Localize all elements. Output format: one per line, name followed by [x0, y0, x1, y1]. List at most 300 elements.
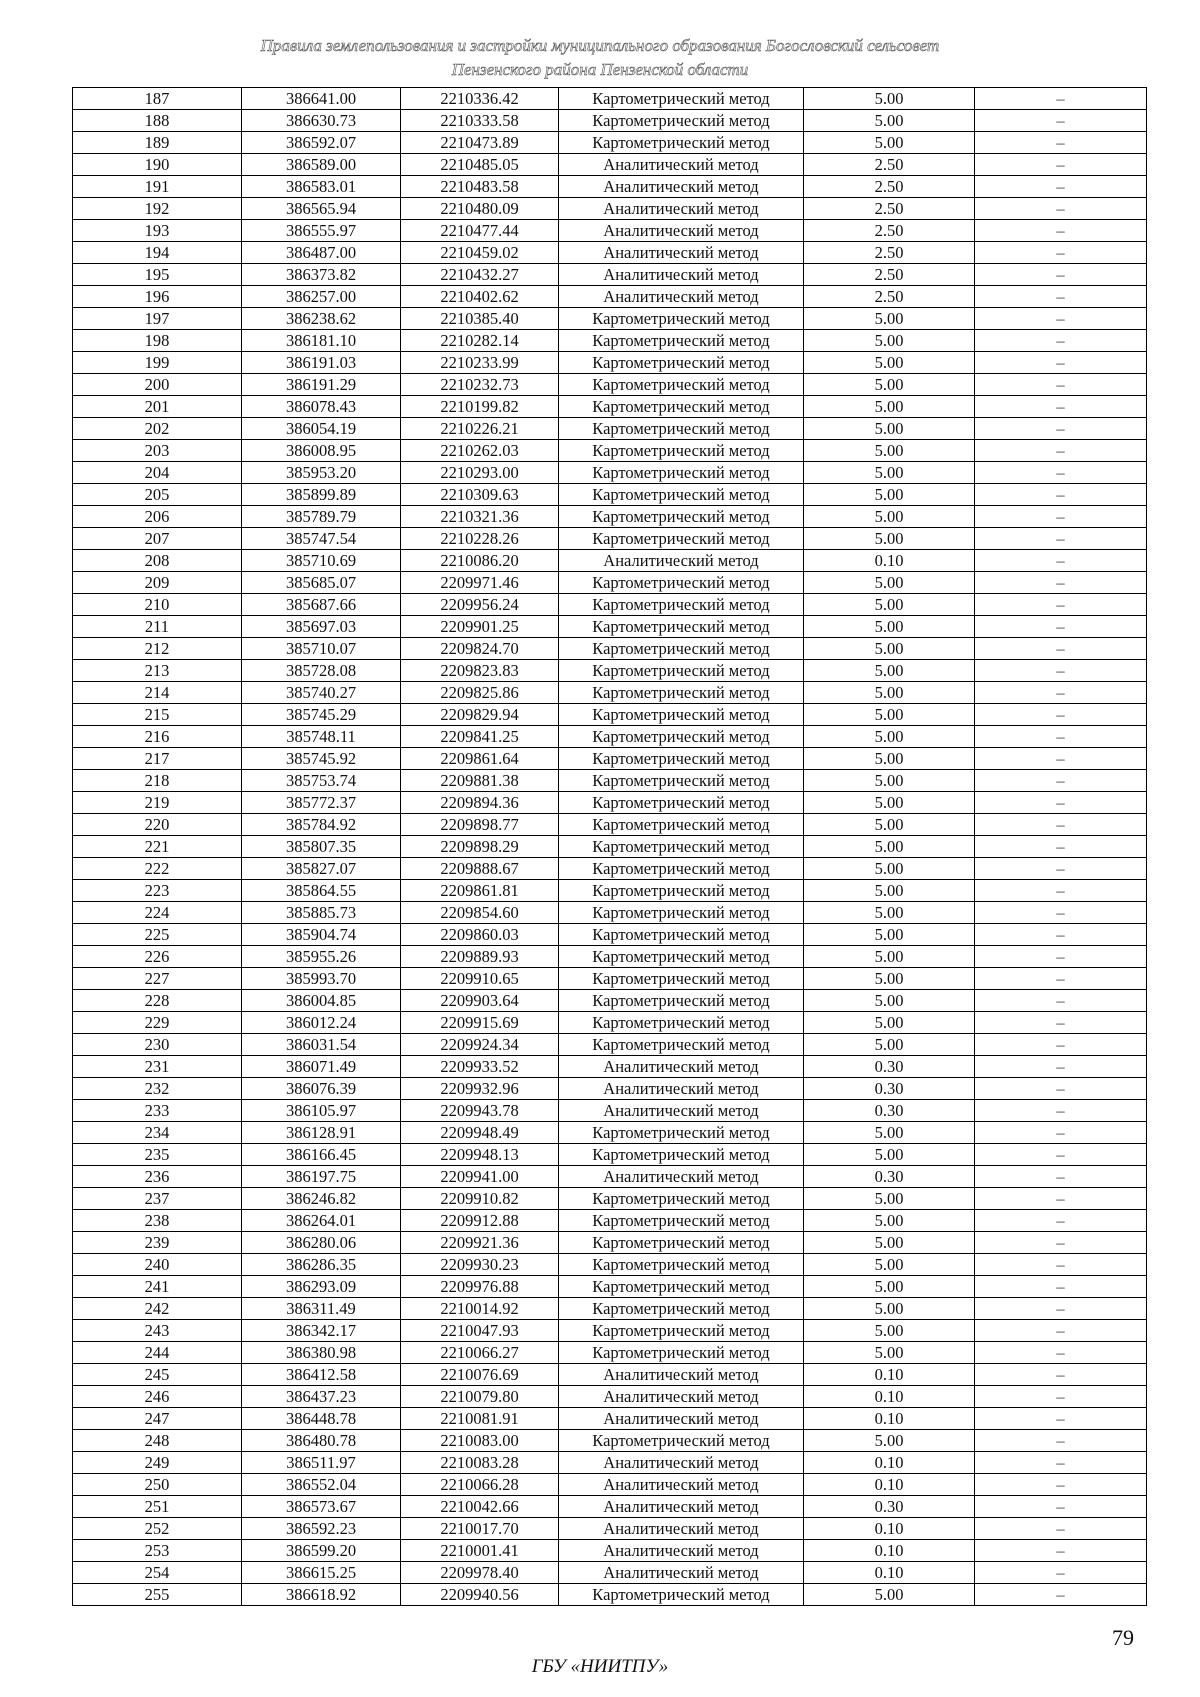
x-coordinate-cell: 386592.07 — [242, 132, 401, 154]
x-coordinate-cell: 385728.08 — [242, 660, 401, 682]
y-coordinate-cell: 2209948.13 — [401, 1144, 559, 1166]
table-row — [73, 352, 1147, 374]
method-cell: Картометрический метод — [559, 1320, 804, 1342]
x-coordinate-cell: 386076.39 — [242, 1078, 401, 1100]
point-number-cell: 192 — [73, 198, 242, 220]
x-coordinate-cell: 386054.19 — [242, 418, 401, 440]
note-cell: – — [975, 1122, 1147, 1144]
accuracy-cell: 5.00 — [804, 660, 975, 682]
note-cell: – — [975, 704, 1147, 726]
accuracy-cell: 0.30 — [804, 1100, 975, 1122]
table-row — [73, 154, 1147, 176]
method-cell: Картометрический метод — [559, 572, 804, 594]
point-number-cell: 241 — [73, 1276, 242, 1298]
x-coordinate-cell: 385955.26 — [242, 946, 401, 968]
x-coordinate-cell: 386280.06 — [242, 1232, 401, 1254]
accuracy-cell: 5.00 — [804, 1298, 975, 1320]
method-cell: Картометрический метод — [559, 352, 804, 374]
accuracy-cell: 0.10 — [804, 1408, 975, 1430]
y-coordinate-cell: 2210336.42 — [401, 88, 559, 110]
accuracy-cell: 5.00 — [804, 814, 975, 836]
table-row — [73, 176, 1147, 198]
point-number-cell: 214 — [73, 682, 242, 704]
accuracy-cell: 0.10 — [804, 1452, 975, 1474]
accuracy-cell: 5.00 — [804, 968, 975, 990]
y-coordinate-cell: 2209823.83 — [401, 660, 559, 682]
y-coordinate-cell: 2210086.20 — [401, 550, 559, 572]
accuracy-cell: 5.00 — [804, 1012, 975, 1034]
table-row — [73, 1540, 1147, 1562]
accuracy-cell: 5.00 — [804, 858, 975, 880]
note-cell: – — [975, 110, 1147, 132]
point-number-cell: 240 — [73, 1254, 242, 1276]
note-cell: – — [975, 990, 1147, 1012]
table-row — [73, 924, 1147, 946]
x-coordinate-cell: 385993.70 — [242, 968, 401, 990]
accuracy-cell: 0.10 — [804, 1364, 975, 1386]
point-number-cell: 226 — [73, 946, 242, 968]
table-row — [73, 1144, 1147, 1166]
y-coordinate-cell: 2210232.73 — [401, 374, 559, 396]
y-coordinate-cell: 2209971.46 — [401, 572, 559, 594]
y-coordinate-cell: 2209861.81 — [401, 880, 559, 902]
table-row — [73, 1034, 1147, 1056]
method-cell: Аналитический метод — [559, 154, 804, 176]
method-cell: Картометрический метод — [559, 990, 804, 1012]
method-cell: Картометрический метод — [559, 1232, 804, 1254]
note-cell: – — [975, 1276, 1147, 1298]
method-cell: Аналитический метод — [559, 1452, 804, 1474]
note-cell: – — [975, 396, 1147, 418]
note-cell: – — [975, 550, 1147, 572]
method-cell: Картометрический метод — [559, 792, 804, 814]
x-coordinate-cell: 385747.54 — [242, 528, 401, 550]
point-number-cell: 220 — [73, 814, 242, 836]
y-coordinate-cell: 2210226.21 — [401, 418, 559, 440]
table-row — [73, 638, 1147, 660]
accuracy-cell: 5.00 — [804, 946, 975, 968]
table-row — [73, 110, 1147, 132]
header-line-1: Правила землепользования и застройки муниципального образования Богословский сельсовет — [260, 36, 940, 55]
x-coordinate-cell: 385904.74 — [242, 924, 401, 946]
y-coordinate-cell: 2210233.99 — [401, 352, 559, 374]
method-cell: Картометрический метод — [559, 1254, 804, 1276]
accuracy-cell: 5.00 — [804, 1232, 975, 1254]
method-cell: Картометрический метод — [559, 968, 804, 990]
x-coordinate-cell: 385685.07 — [242, 572, 401, 594]
method-cell: Картометрический метод — [559, 594, 804, 616]
x-coordinate-cell: 386573.67 — [242, 1496, 401, 1518]
note-cell: – — [975, 330, 1147, 352]
point-number-cell: 233 — [73, 1100, 242, 1122]
method-cell: Аналитический метод — [559, 264, 804, 286]
accuracy-cell: 5.00 — [804, 132, 975, 154]
note-cell: – — [975, 814, 1147, 836]
accuracy-cell: 5.00 — [804, 990, 975, 1012]
accuracy-cell: 0.10 — [804, 1562, 975, 1584]
point-number-cell: 223 — [73, 880, 242, 902]
x-coordinate-cell: 386480.78 — [242, 1430, 401, 1452]
note-cell: – — [975, 506, 1147, 528]
point-number-cell: 231 — [73, 1056, 242, 1078]
accuracy-cell: 5.00 — [804, 770, 975, 792]
note-cell: – — [975, 440, 1147, 462]
note-cell: – — [975, 1144, 1147, 1166]
table-row — [73, 396, 1147, 418]
method-cell: Картометрический метод — [559, 748, 804, 770]
table-row — [73, 1452, 1147, 1474]
y-coordinate-cell: 2209940.56 — [401, 1584, 559, 1606]
note-cell: – — [975, 660, 1147, 682]
x-coordinate-cell: 385827.07 — [242, 858, 401, 880]
y-coordinate-cell: 2210047.93 — [401, 1320, 559, 1342]
method-cell: Картометрический метод — [559, 1122, 804, 1144]
note-cell: – — [975, 726, 1147, 748]
x-coordinate-cell: 385789.79 — [242, 506, 401, 528]
x-coordinate-cell: 386511.97 — [242, 1452, 401, 1474]
point-number-cell: 227 — [73, 968, 242, 990]
y-coordinate-cell: 2210079.80 — [401, 1386, 559, 1408]
method-cell: Картометрический метод — [559, 660, 804, 682]
x-coordinate-cell: 385953.20 — [242, 462, 401, 484]
x-coordinate-cell: 386181.10 — [242, 330, 401, 352]
table-row — [73, 330, 1147, 352]
y-coordinate-cell: 2209943.78 — [401, 1100, 559, 1122]
note-cell: – — [975, 1100, 1147, 1122]
x-coordinate-cell: 386565.94 — [242, 198, 401, 220]
x-coordinate-cell: 385753.74 — [242, 770, 401, 792]
y-coordinate-cell: 2209978.40 — [401, 1562, 559, 1584]
x-coordinate-cell: 386599.20 — [242, 1540, 401, 1562]
y-coordinate-cell: 2210480.09 — [401, 198, 559, 220]
x-coordinate-cell: 385885.73 — [242, 902, 401, 924]
point-number-cell: 255 — [73, 1584, 242, 1606]
y-coordinate-cell: 2210402.62 — [401, 286, 559, 308]
table-row — [73, 858, 1147, 880]
method-cell: Картометрический метод — [559, 836, 804, 858]
table-row — [73, 374, 1147, 396]
accuracy-cell: 0.10 — [804, 1540, 975, 1562]
note-cell: – — [975, 594, 1147, 616]
accuracy-cell: 5.00 — [804, 1584, 975, 1606]
point-number-cell: 213 — [73, 660, 242, 682]
table-row — [73, 902, 1147, 924]
accuracy-cell: 5.00 — [804, 418, 975, 440]
point-number-cell: 228 — [73, 990, 242, 1012]
point-number-cell: 191 — [73, 176, 242, 198]
point-number-cell: 252 — [73, 1518, 242, 1540]
method-cell: Картометрический метод — [559, 880, 804, 902]
method-cell: Картометрический метод — [559, 396, 804, 418]
y-coordinate-cell: 2209825.86 — [401, 682, 559, 704]
y-coordinate-cell: 2209894.36 — [401, 792, 559, 814]
table-row — [73, 1342, 1147, 1364]
accuracy-cell: 0.30 — [804, 1496, 975, 1518]
method-cell: Аналитический метод — [559, 1496, 804, 1518]
note-cell: – — [975, 1166, 1147, 1188]
x-coordinate-cell: 386487.00 — [242, 242, 401, 264]
x-coordinate-cell: 385899.89 — [242, 484, 401, 506]
note-cell: – — [975, 638, 1147, 660]
point-number-cell: 234 — [73, 1122, 242, 1144]
x-coordinate-cell: 386246.82 — [242, 1188, 401, 1210]
accuracy-cell: 5.00 — [804, 484, 975, 506]
point-number-cell: 196 — [73, 286, 242, 308]
y-coordinate-cell: 2210309.63 — [401, 484, 559, 506]
method-cell: Картометрический метод — [559, 616, 804, 638]
note-cell: – — [975, 880, 1147, 902]
x-coordinate-cell: 386342.17 — [242, 1320, 401, 1342]
method-cell: Картометрический метод — [559, 1342, 804, 1364]
x-coordinate-cell: 385687.66 — [242, 594, 401, 616]
accuracy-cell: 5.00 — [804, 1210, 975, 1232]
table-row — [73, 1232, 1147, 1254]
accuracy-cell: 5.00 — [804, 330, 975, 352]
table-row — [73, 1298, 1147, 1320]
method-cell: Картометрический метод — [559, 682, 804, 704]
page-header — [0, 34, 1200, 82]
point-number-cell: 250 — [73, 1474, 242, 1496]
note-cell: – — [975, 836, 1147, 858]
note-cell: – — [975, 308, 1147, 330]
method-cell: Картометрический метод — [559, 704, 804, 726]
note-cell: – — [975, 924, 1147, 946]
x-coordinate-cell: 385710.07 — [242, 638, 401, 660]
point-number-cell: 248 — [73, 1430, 242, 1452]
point-number-cell: 222 — [73, 858, 242, 880]
point-number-cell: 210 — [73, 594, 242, 616]
point-number-cell: 211 — [73, 616, 242, 638]
y-coordinate-cell: 2209976.88 — [401, 1276, 559, 1298]
note-cell: – — [975, 462, 1147, 484]
accuracy-cell: 2.50 — [804, 286, 975, 308]
table-row — [73, 1408, 1147, 1430]
method-cell: Аналитический метод — [559, 1408, 804, 1430]
accuracy-cell: 5.00 — [804, 1254, 975, 1276]
point-number-cell: 202 — [73, 418, 242, 440]
method-cell: Аналитический метод — [559, 1562, 804, 1584]
x-coordinate-cell: 386615.25 — [242, 1562, 401, 1584]
note-cell: – — [975, 154, 1147, 176]
table-row — [73, 308, 1147, 330]
method-cell: Картометрический метод — [559, 374, 804, 396]
table-row — [73, 1078, 1147, 1100]
x-coordinate-cell: 386257.00 — [242, 286, 401, 308]
x-coordinate-cell: 386166.45 — [242, 1144, 401, 1166]
x-coordinate-cell: 386380.98 — [242, 1342, 401, 1364]
accuracy-cell: 5.00 — [804, 1276, 975, 1298]
point-number-cell: 208 — [73, 550, 242, 572]
point-number-cell: 243 — [73, 1320, 242, 1342]
point-number-cell: 249 — [73, 1452, 242, 1474]
x-coordinate-cell: 386197.75 — [242, 1166, 401, 1188]
method-cell: Картометрический метод — [559, 1144, 804, 1166]
method-cell: Картометрический метод — [559, 814, 804, 836]
note-cell: – — [975, 616, 1147, 638]
table-row — [73, 1210, 1147, 1232]
x-coordinate-cell: 386008.95 — [242, 440, 401, 462]
note-cell: – — [975, 528, 1147, 550]
accuracy-cell: 0.30 — [804, 1056, 975, 1078]
accuracy-cell: 5.00 — [804, 1122, 975, 1144]
x-coordinate-cell: 386630.73 — [242, 110, 401, 132]
y-coordinate-cell: 2210483.58 — [401, 176, 559, 198]
table-row — [73, 1254, 1147, 1276]
note-cell: – — [975, 682, 1147, 704]
table-row — [73, 550, 1147, 572]
table-row — [73, 198, 1147, 220]
method-cell: Аналитический метод — [559, 1100, 804, 1122]
point-number-cell: 188 — [73, 110, 242, 132]
x-coordinate-cell: 386128.91 — [242, 1122, 401, 1144]
x-coordinate-cell: 385745.92 — [242, 748, 401, 770]
y-coordinate-cell: 2209854.60 — [401, 902, 559, 924]
accuracy-cell: 5.00 — [804, 528, 975, 550]
note-cell: – — [975, 946, 1147, 968]
x-coordinate-cell: 386618.92 — [242, 1584, 401, 1606]
table-row — [73, 770, 1147, 792]
point-number-cell: 200 — [73, 374, 242, 396]
point-number-cell: 229 — [73, 1012, 242, 1034]
note-cell: – — [975, 484, 1147, 506]
point-number-cell: 253 — [73, 1540, 242, 1562]
accuracy-cell: 5.00 — [804, 1342, 975, 1364]
point-number-cell: 235 — [73, 1144, 242, 1166]
y-coordinate-cell: 2210042.66 — [401, 1496, 559, 1518]
method-cell: Картометрический метод — [559, 1276, 804, 1298]
accuracy-cell: 5.00 — [804, 748, 975, 770]
point-number-cell: 218 — [73, 770, 242, 792]
method-cell: Картометрический метод — [559, 528, 804, 550]
header-line-2: Пензенского района Пензенской области — [451, 60, 749, 79]
accuracy-cell: 5.00 — [804, 836, 975, 858]
method-cell: Картометрический метод — [559, 110, 804, 132]
table-row — [73, 1562, 1147, 1584]
note-cell: – — [975, 264, 1147, 286]
point-number-cell: 212 — [73, 638, 242, 660]
x-coordinate-cell: 386589.00 — [242, 154, 401, 176]
method-cell: Картометрический метод — [559, 1584, 804, 1606]
y-coordinate-cell: 2209881.38 — [401, 770, 559, 792]
y-coordinate-cell: 2209941.00 — [401, 1166, 559, 1188]
note-cell: – — [975, 220, 1147, 242]
method-cell: Картометрический метод — [559, 902, 804, 924]
y-coordinate-cell: 2210228.26 — [401, 528, 559, 550]
y-coordinate-cell: 2210066.28 — [401, 1474, 559, 1496]
accuracy-cell: 2.50 — [804, 242, 975, 264]
accuracy-cell: 5.00 — [804, 880, 975, 902]
point-number-cell: 242 — [73, 1298, 242, 1320]
method-cell: Картометрический метод — [559, 858, 804, 880]
point-number-cell: 205 — [73, 484, 242, 506]
table-row — [73, 1056, 1147, 1078]
x-coordinate-cell: 386448.78 — [242, 1408, 401, 1430]
accuracy-cell: 5.00 — [804, 616, 975, 638]
table-row — [73, 1584, 1147, 1606]
note-cell: – — [975, 1210, 1147, 1232]
point-number-cell: 207 — [73, 528, 242, 550]
note-cell: – — [975, 858, 1147, 880]
accuracy-cell: 5.00 — [804, 110, 975, 132]
point-number-cell: 236 — [73, 1166, 242, 1188]
point-number-cell: 246 — [73, 1386, 242, 1408]
note-cell: – — [975, 1562, 1147, 1584]
table-row — [73, 1188, 1147, 1210]
method-cell: Картометрический метод — [559, 924, 804, 946]
note-cell: – — [975, 1584, 1147, 1606]
x-coordinate-cell: 386592.23 — [242, 1518, 401, 1540]
note-cell: – — [975, 352, 1147, 374]
y-coordinate-cell: 2210083.00 — [401, 1430, 559, 1452]
accuracy-cell: 0.30 — [804, 1166, 975, 1188]
point-number-cell: 199 — [73, 352, 242, 374]
accuracy-cell: 5.00 — [804, 308, 975, 330]
table-row — [73, 264, 1147, 286]
y-coordinate-cell: 2209824.70 — [401, 638, 559, 660]
table-row — [73, 792, 1147, 814]
note-cell: – — [975, 176, 1147, 198]
point-number-cell: 206 — [73, 506, 242, 528]
point-number-cell: 204 — [73, 462, 242, 484]
x-coordinate-cell: 386105.97 — [242, 1100, 401, 1122]
method-cell: Картометрический метод — [559, 1430, 804, 1452]
note-cell: – — [975, 748, 1147, 770]
point-number-cell: 232 — [73, 1078, 242, 1100]
point-number-cell: 237 — [73, 1188, 242, 1210]
y-coordinate-cell: 2210321.36 — [401, 506, 559, 528]
point-number-cell: 215 — [73, 704, 242, 726]
accuracy-cell: 5.00 — [804, 572, 975, 594]
note-cell: – — [975, 1364, 1147, 1386]
method-cell: Картометрический метод — [559, 726, 804, 748]
note-cell: – — [975, 1012, 1147, 1034]
table-row — [73, 528, 1147, 550]
y-coordinate-cell: 2209898.77 — [401, 814, 559, 836]
accuracy-cell: 5.00 — [804, 88, 975, 110]
method-cell: Аналитический метод — [559, 1056, 804, 1078]
x-coordinate-cell: 386412.58 — [242, 1364, 401, 1386]
accuracy-cell: 5.00 — [804, 1430, 975, 1452]
method-cell: Картометрический метод — [559, 462, 804, 484]
note-cell: – — [975, 242, 1147, 264]
point-number-cell: 187 — [73, 88, 242, 110]
point-number-cell: 194 — [73, 242, 242, 264]
y-coordinate-cell: 2209910.82 — [401, 1188, 559, 1210]
accuracy-cell: 0.10 — [804, 1518, 975, 1540]
note-cell: – — [975, 132, 1147, 154]
y-coordinate-cell: 2210017.70 — [401, 1518, 559, 1540]
method-cell: Аналитический метод — [559, 550, 804, 572]
point-number-cell: 216 — [73, 726, 242, 748]
table-row — [73, 1518, 1147, 1540]
table-row — [73, 1012, 1147, 1034]
point-number-cell: 239 — [73, 1232, 242, 1254]
table-row — [73, 726, 1147, 748]
y-coordinate-cell: 2209889.93 — [401, 946, 559, 968]
table-row — [73, 1122, 1147, 1144]
note-cell: – — [975, 1320, 1147, 1342]
method-cell: Картометрический метод — [559, 88, 804, 110]
y-coordinate-cell: 2209948.49 — [401, 1122, 559, 1144]
y-coordinate-cell: 2210333.58 — [401, 110, 559, 132]
y-coordinate-cell: 2209861.64 — [401, 748, 559, 770]
y-coordinate-cell: 2209912.88 — [401, 1210, 559, 1232]
x-coordinate-cell: 385772.37 — [242, 792, 401, 814]
accuracy-cell: 0.10 — [804, 1474, 975, 1496]
table-row — [73, 1386, 1147, 1408]
note-cell: – — [975, 792, 1147, 814]
point-number-cell: 189 — [73, 132, 242, 154]
